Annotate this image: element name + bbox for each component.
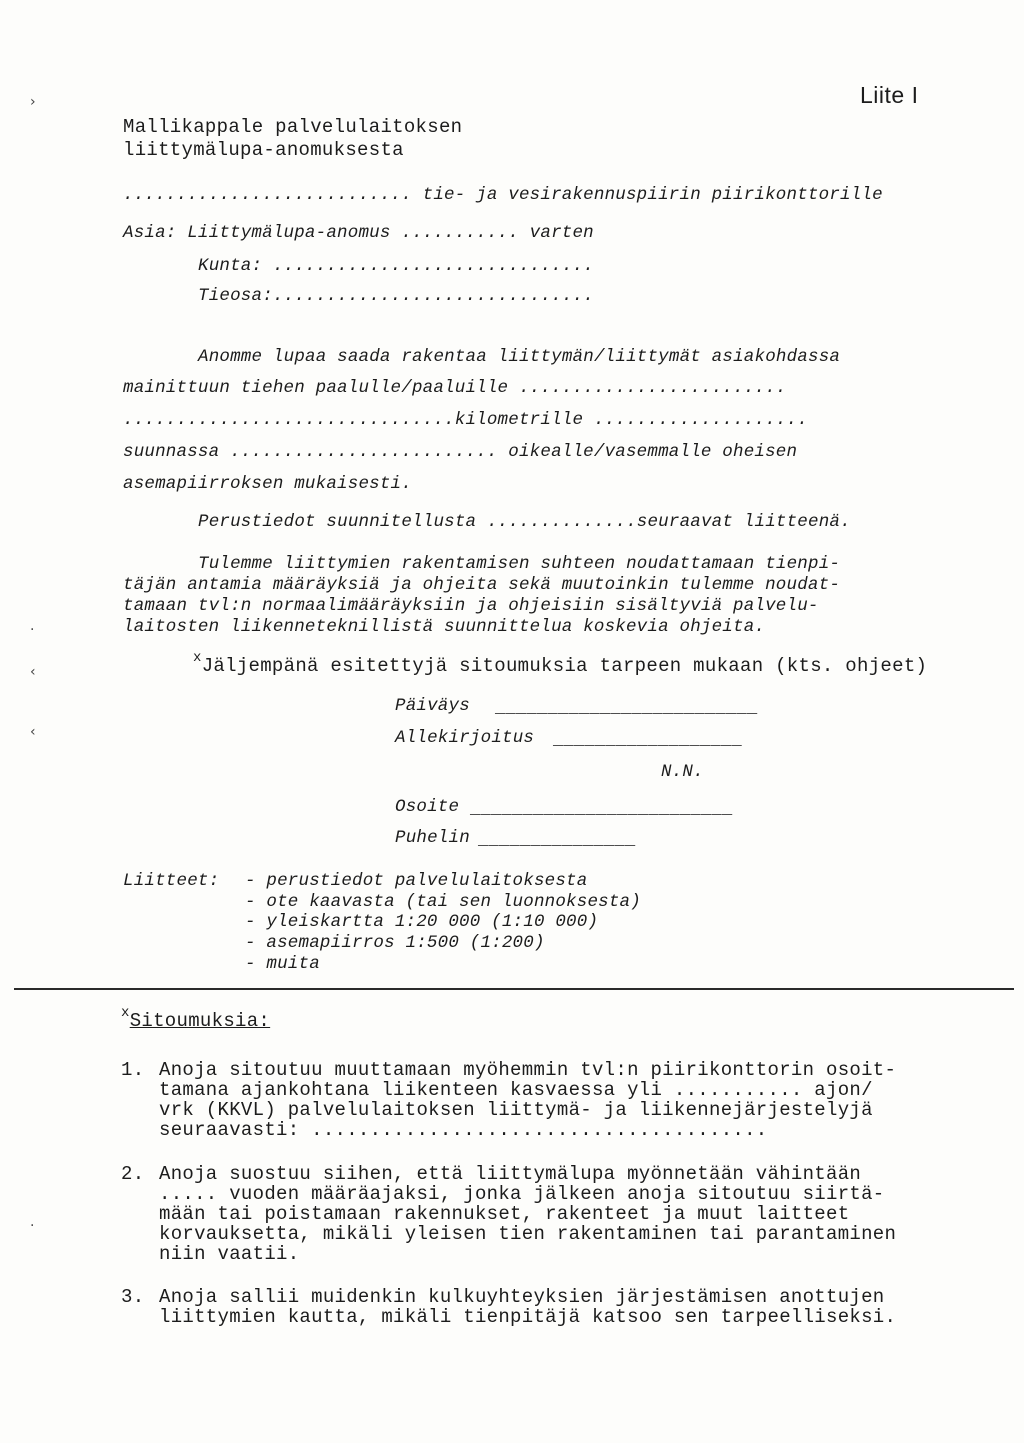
obligation-line: täjän antamia määräyksiä ja ohjeita sekä muutoinkin tulemme noudat- (123, 575, 841, 595)
application-line: mainittuun tiehen paalulle/paaluille ......................... (123, 378, 787, 398)
application-line: suunnassa ......................... oikealle/vasemmalle oheisen (123, 442, 798, 462)
recipient-line: ........................... tie- ja vesirakennuspiirin piirikonttorille (123, 185, 883, 205)
margin-mark: · (30, 1218, 35, 1234)
commitment-line: ..... vuoden määräajaksi, jonka jälkeen anoja sitoutuu siirtä- (159, 1183, 885, 1205)
application-line: asemapiirroksen mukaisesti. (123, 474, 412, 494)
margin-mark: › (30, 94, 36, 110)
address-label: Osoite (395, 797, 460, 817)
obligation-line: tamaan tvl:n normaalimääräyksiin ja ohjeisiin sisältyviä palvelu- (123, 596, 819, 616)
commitment-number: 2. (121, 1163, 145, 1185)
phone-line[interactable]: _______________ (478, 831, 636, 850)
commitment-line: Anoja suostuu siihen, että liittymälupa myönnetään vähintään (159, 1163, 862, 1185)
address-line[interactable]: _________________________ (470, 800, 733, 819)
appendix-label: Liite I (860, 82, 919, 108)
obligation-line: laitosten liikenneteknillistä suunnittelua koskevia ohjeita. (123, 617, 766, 637)
commitment-line: mään tai poistamaan rakennukset, rakenteet ja muut laitteet (159, 1203, 850, 1225)
margin-mark: · (30, 622, 35, 638)
commitment-number: 3. (121, 1286, 145, 1308)
commitment-line: niin vaatii. (159, 1243, 300, 1265)
margin-mark: ‹ (30, 724, 36, 740)
road-section-field: Tieosa:.............................. (198, 286, 594, 306)
form-title-line1: Mallikappale palvelulaitoksen (123, 116, 463, 138)
commitments-heading: $^x$Sitoumuksia: (121, 1005, 271, 1032)
attachment-item: - asemapiirros 1:500 (1:200) (245, 933, 545, 953)
signature-line[interactable]: __________________ (553, 731, 743, 750)
commitment-line: vrk (KKVL) palvelulaitoksen liittymä- ja liikennejärjestelyjä (159, 1099, 873, 1121)
commitment-line: Anoja sallii muidenkin kulkuyhteyksien järjestämisen anottujen (159, 1286, 885, 1308)
attachment-item: - yleiskartta 1:20 000 (1:10 000) (245, 912, 599, 932)
date-label: Päiväys (395, 696, 470, 716)
attachment-item: - muita (245, 954, 320, 974)
attachment-item: - perustiedot palvelulaitoksesta (245, 871, 588, 891)
attachments-label: Liitteet: (123, 871, 220, 891)
commitment-line: seuraavasti: ....................................... (159, 1119, 768, 1141)
commitments-note: $^x$Jäljempänä esitettyjä sitoumuksia tarpeen mukaan (kts. ohjeet) (193, 650, 928, 677)
footnote-mark: x (121, 1005, 130, 1021)
attachment-item: - ote kaavasta (tai sen luonnoksesta) (245, 892, 641, 912)
phone-label: Puhelin (395, 828, 470, 848)
margin-mark: ‹ (30, 664, 36, 680)
application-line: ...............................kilometrille .................... (123, 410, 808, 430)
basic-data-line: Perustiedot suunnitellusta ..............seuraavat liitteenä. (198, 512, 851, 532)
application-line: Anomme lupaa saada rakentaa liittymän/liittymät asiakohdassa (198, 347, 841, 367)
commitment-line: korvauksetta, mikäli yleisen tien rakentaminen tai parantaminen (159, 1223, 897, 1245)
form-title-line2: liittymälupa-anomuksesta (123, 139, 404, 161)
obligation-line: Tulemme liittymien rakentamisen suhteen noudattamaan tienpi- (198, 554, 841, 574)
name-placeholder: N.N. (661, 762, 704, 782)
commitment-line: liittymien kautta, mikäli tienpitäjä katsoo sen tarpeelliseksi. (159, 1306, 897, 1328)
section-divider (14, 988, 1014, 990)
signature-label: Allekirjoitus (395, 728, 535, 748)
commitment-line: Anoja sitoutuu muuttamaan myöhemmin tvl:n piirikonttorin osoit- (159, 1059, 897, 1081)
subject-line: Asia: Liittymälupa-anomus ........... varten (123, 223, 594, 243)
commitment-number: 1. (121, 1059, 145, 1081)
municipality-field: Kunta: .............................. (198, 256, 594, 276)
commitment-line: tamana ajankohtana liikenteen kasvaessa yli ........... ajon/ (159, 1079, 873, 1101)
date-line[interactable]: _________________________ (495, 699, 758, 718)
footnote-mark: x (193, 650, 202, 666)
